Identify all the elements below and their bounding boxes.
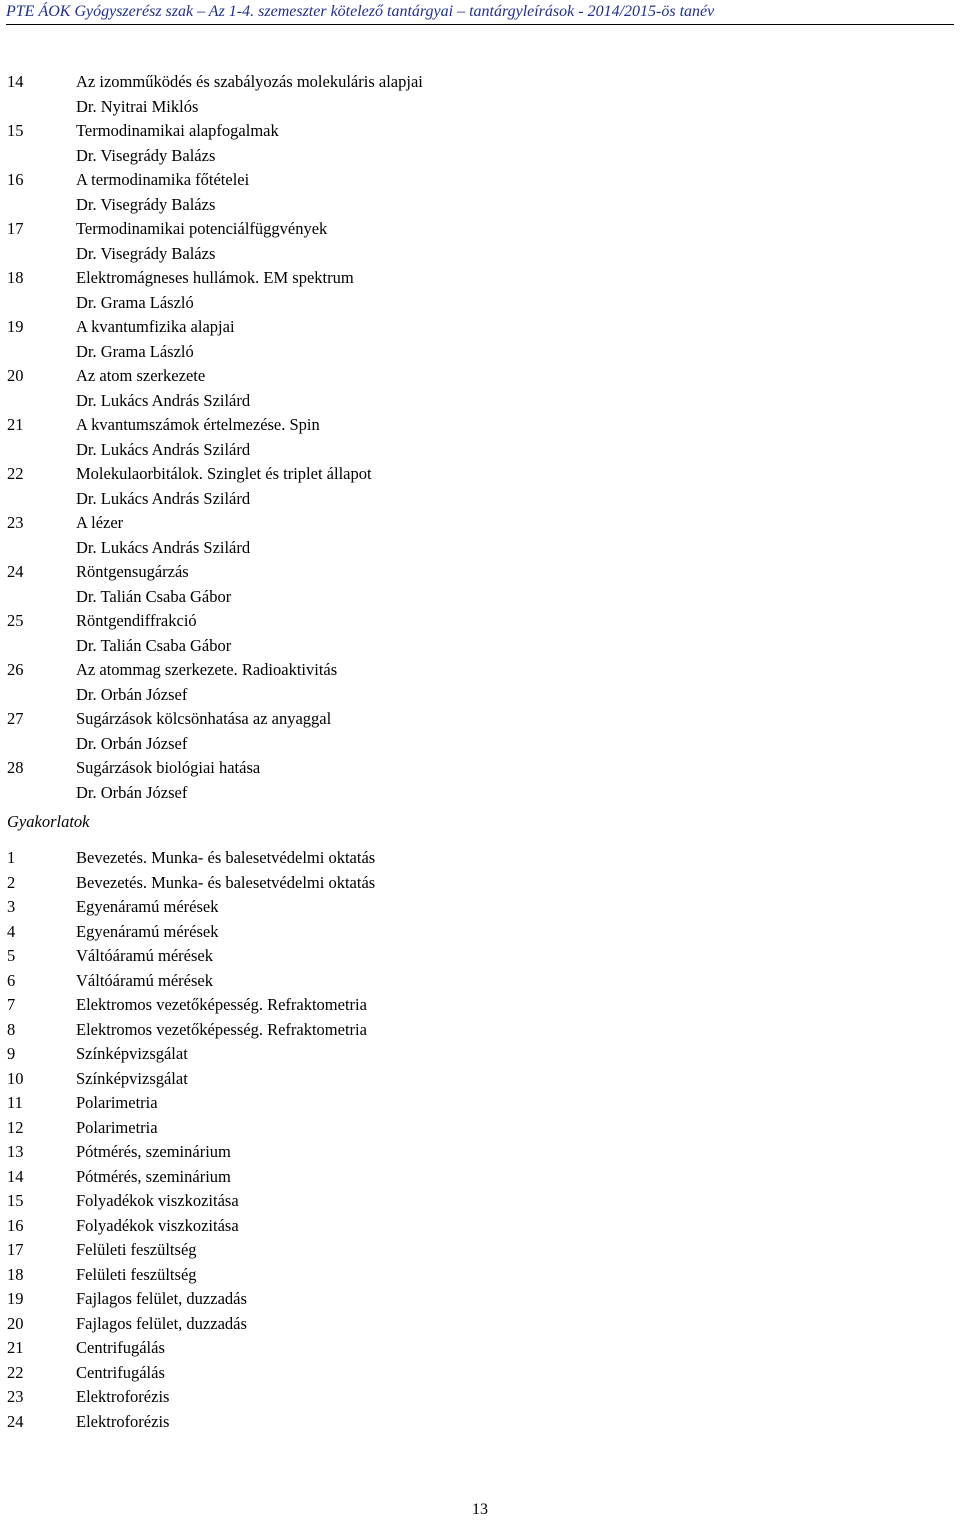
item-number bbox=[7, 95, 76, 120]
practical-row bbox=[7, 1336, 947, 1361]
item-title: Színképvizsgálat bbox=[76, 1044, 188, 1063]
item-number bbox=[7, 144, 76, 169]
item-title: Elektroforézis bbox=[76, 1387, 170, 1406]
lecturer-name: Dr. Lukács András Szilárd bbox=[76, 537, 251, 557]
item-number: 18 bbox=[7, 1264, 24, 1284]
lecture-row bbox=[7, 756, 947, 781]
lecturer-name: Dr. Nyitrai Miklós bbox=[76, 96, 199, 116]
item-title: Termodinamikai alapfogalmak bbox=[76, 121, 279, 140]
item-title: Sugárzások kölcsönhatása az anyaggal bbox=[76, 709, 332, 728]
item-title: Fajlagos felület, duzzadás bbox=[76, 1289, 247, 1308]
lecturer-row bbox=[7, 536, 947, 561]
item-number: 11 bbox=[7, 1093, 23, 1112]
item-title: Váltóáramú mérések bbox=[76, 970, 213, 990]
item-title: Váltóáramú mérések bbox=[76, 946, 213, 965]
item-title: Röntgensugárzás bbox=[76, 562, 189, 581]
item-title: Centrifugálás bbox=[76, 1338, 165, 1357]
item-number bbox=[7, 781, 76, 806]
item-title: Színképvizsgálat bbox=[76, 1068, 188, 1088]
item-number: 1 bbox=[7, 848, 16, 867]
item-number bbox=[7, 732, 76, 757]
item-number: 23 bbox=[7, 1387, 24, 1406]
practical-row bbox=[7, 1189, 947, 1214]
practical-row bbox=[7, 1091, 947, 1116]
spacer bbox=[7, 838, 947, 846]
item-number: 5 bbox=[7, 946, 16, 965]
practical-row bbox=[7, 895, 947, 920]
item-number: 16 bbox=[7, 170, 24, 189]
item-title: Röntgendiffrakció bbox=[76, 611, 197, 630]
item-number: 17 bbox=[7, 1240, 24, 1259]
item-number: 13 bbox=[7, 1142, 24, 1161]
item-number: 4 bbox=[7, 921, 16, 941]
lecturer-row bbox=[7, 193, 947, 218]
item-number: 19 bbox=[7, 317, 24, 336]
lecturer-name: Dr. Talián Csaba Gábor bbox=[76, 586, 232, 606]
item-number bbox=[7, 291, 76, 316]
document-body bbox=[7, 70, 947, 1434]
lecturer-row bbox=[7, 781, 947, 806]
item-number: 23 bbox=[7, 513, 24, 532]
lecturer-name: Dr. Orbán József bbox=[76, 782, 188, 802]
page-header bbox=[6, 2, 954, 25]
item-number: 9 bbox=[7, 1044, 16, 1063]
item-number: 22 bbox=[7, 1362, 24, 1382]
item-title: A kvantumfizika alapjai bbox=[76, 317, 235, 336]
lecturer-row bbox=[7, 438, 947, 463]
lecture-row bbox=[7, 168, 947, 193]
lecturer-name: Dr. Grama László bbox=[76, 341, 194, 361]
item-number: 15 bbox=[7, 121, 24, 140]
item-title: Pótmérés, szeminárium bbox=[76, 1142, 231, 1161]
practical-row bbox=[7, 871, 947, 896]
practical-row bbox=[7, 1287, 947, 1312]
lecturer-row bbox=[7, 732, 947, 757]
practical-list bbox=[7, 846, 947, 1434]
item-title: A lézer bbox=[76, 513, 124, 532]
item-number: 18 bbox=[7, 268, 24, 287]
item-title: Centrifugálás bbox=[76, 1362, 165, 1382]
item-title: Az atommag szerkezete. Radioaktivitás bbox=[76, 660, 338, 679]
item-number: 20 bbox=[7, 1313, 24, 1333]
item-number bbox=[7, 193, 76, 218]
lecture-row bbox=[7, 707, 947, 732]
practical-row bbox=[7, 1140, 947, 1165]
lecturer-name: Dr. Lukács András Szilárd bbox=[76, 488, 251, 508]
item-title: Folyadékok viszkozitása bbox=[76, 1191, 239, 1210]
item-number bbox=[7, 585, 76, 610]
item-title: Polarimetria bbox=[76, 1117, 158, 1137]
practical-row bbox=[7, 969, 947, 994]
item-number: 22 bbox=[7, 464, 24, 483]
item-number bbox=[7, 536, 76, 561]
lecturer-row bbox=[7, 291, 947, 316]
item-number: 21 bbox=[7, 415, 24, 434]
item-title: Az atom szerkezete bbox=[76, 366, 206, 385]
item-title: Sugárzások biológiai hatása bbox=[76, 758, 261, 777]
item-number: 7 bbox=[7, 995, 16, 1014]
item-title: Elektroforézis bbox=[76, 1411, 170, 1431]
item-number: 16 bbox=[7, 1215, 24, 1235]
lecturer-row bbox=[7, 242, 947, 267]
practical-row bbox=[7, 1116, 947, 1141]
lecture-row bbox=[7, 70, 947, 95]
lecturer-name: Dr. Lukács András Szilárd bbox=[76, 439, 251, 459]
item-number: 14 bbox=[7, 1166, 24, 1186]
item-number: 8 bbox=[7, 1019, 16, 1039]
item-number: 19 bbox=[7, 1289, 24, 1308]
practical-row bbox=[7, 944, 947, 969]
lecturer-row bbox=[7, 634, 947, 659]
item-title: Felületi feszültség bbox=[76, 1264, 197, 1284]
practical-row bbox=[7, 1385, 947, 1410]
item-number: 14 bbox=[7, 72, 24, 91]
lecturer-name: Dr. Talián Csaba Gábor bbox=[76, 635, 232, 655]
item-number: 24 bbox=[7, 1411, 24, 1431]
practical-row bbox=[7, 1018, 947, 1043]
item-number: 15 bbox=[7, 1191, 24, 1210]
lecture-list bbox=[7, 70, 947, 805]
item-title: Polarimetria bbox=[76, 1093, 158, 1112]
practical-row bbox=[7, 1165, 947, 1190]
item-number: 28 bbox=[7, 758, 24, 777]
lecture-row bbox=[7, 609, 947, 634]
lecture-row bbox=[7, 462, 947, 487]
lecturer-row bbox=[7, 144, 947, 169]
header-title: PTE ÁOK Gyógyszerész szak – Az 1-4. szemeszter kötelező tantárgyai – tantárgyleírások - 2014/2015-ös tanév bbox=[6, 3, 715, 20]
lecturer-name: Dr. Grama László bbox=[76, 292, 194, 312]
item-number bbox=[7, 389, 76, 414]
lecturer-name: Dr. Orbán József bbox=[76, 684, 188, 704]
lecture-row bbox=[7, 511, 947, 536]
item-title: Bevezetés. Munka- és balesetvédelmi oktatás bbox=[76, 872, 376, 892]
lecture-row bbox=[7, 658, 947, 683]
item-number: 20 bbox=[7, 366, 24, 385]
item-title: Elektromágneses hullámok. EM spektrum bbox=[76, 268, 354, 287]
lecturer-row bbox=[7, 389, 947, 414]
practical-row bbox=[7, 846, 947, 871]
lecturer-row bbox=[7, 683, 947, 708]
item-number bbox=[7, 634, 76, 659]
practical-row bbox=[7, 1312, 947, 1337]
item-number bbox=[7, 487, 76, 512]
practicals-heading: Gyakorlatok bbox=[7, 812, 90, 831]
item-number: 26 bbox=[7, 660, 24, 679]
lecturer-name: Dr. Orbán József bbox=[76, 733, 188, 753]
item-number: 27 bbox=[7, 709, 24, 728]
item-number bbox=[7, 242, 76, 267]
lecture-row bbox=[7, 119, 947, 144]
lecture-row bbox=[7, 560, 947, 585]
practical-row bbox=[7, 1214, 947, 1239]
item-number: 6 bbox=[7, 970, 16, 990]
practical-row bbox=[7, 920, 947, 945]
item-title: Pótmérés, szeminárium bbox=[76, 1166, 231, 1186]
item-number: 2 bbox=[7, 872, 16, 892]
item-number: 10 bbox=[7, 1068, 24, 1088]
item-title: Elektromos vezetőképesség. Refraktometria bbox=[76, 1019, 367, 1039]
lecturer-row bbox=[7, 487, 947, 512]
lecture-row bbox=[7, 364, 947, 389]
item-number: 25 bbox=[7, 611, 24, 630]
item-number bbox=[7, 340, 76, 365]
practical-row bbox=[7, 1263, 947, 1288]
lecture-row bbox=[7, 266, 947, 291]
item-title: Fajlagos felület, duzzadás bbox=[76, 1313, 247, 1333]
lecturer-name: Dr. Lukács András Szilárd bbox=[76, 390, 251, 410]
lecturer-name: Dr. Visegrády Balázs bbox=[76, 145, 216, 165]
lecture-row bbox=[7, 217, 947, 242]
practical-row bbox=[7, 1067, 947, 1092]
lecture-row bbox=[7, 315, 947, 340]
page-number: 13 bbox=[472, 1501, 488, 1518]
item-title: A kvantumszámok értelmezése. Spin bbox=[76, 415, 320, 434]
item-title: Termodinamikai potenciálfüggvények bbox=[76, 219, 328, 238]
item-title: Egyenáramú mérések bbox=[76, 921, 219, 941]
item-number bbox=[7, 683, 76, 708]
item-title: Az izomműködés és szabályozás molekuláris alapjai bbox=[76, 72, 423, 91]
item-number: 12 bbox=[7, 1117, 24, 1137]
lecturer-row bbox=[7, 340, 947, 365]
item-number: 24 bbox=[7, 562, 24, 581]
lecturer-name: Dr. Visegrády Balázs bbox=[76, 243, 216, 263]
lecture-row bbox=[7, 413, 947, 438]
lecturer-row bbox=[7, 585, 947, 610]
item-title: Bevezetés. Munka- és balesetvédelmi oktatás bbox=[76, 848, 376, 867]
practical-row bbox=[7, 1042, 947, 1067]
item-title: Felületi feszültség bbox=[76, 1240, 197, 1259]
item-number bbox=[7, 438, 76, 463]
item-title: Elektromos vezetőképesség. Refraktometria bbox=[76, 995, 367, 1014]
item-title: Molekulaorbitálok. Szinglet és triplet állapot bbox=[76, 464, 372, 483]
item-title: Egyenáramú mérések bbox=[76, 897, 219, 916]
item-number: 3 bbox=[7, 897, 16, 916]
item-title: A termodinamika főtételei bbox=[76, 170, 250, 189]
practical-row bbox=[7, 1361, 947, 1386]
item-title: Folyadékok viszkozitása bbox=[76, 1215, 239, 1235]
lecturer-name: Dr. Visegrády Balázs bbox=[76, 194, 216, 214]
practical-row bbox=[7, 993, 947, 1018]
lecturer-row bbox=[7, 95, 947, 120]
practical-row bbox=[7, 1238, 947, 1263]
item-number: 21 bbox=[7, 1338, 24, 1357]
practical-row bbox=[7, 1410, 947, 1435]
item-number: 17 bbox=[7, 219, 24, 238]
